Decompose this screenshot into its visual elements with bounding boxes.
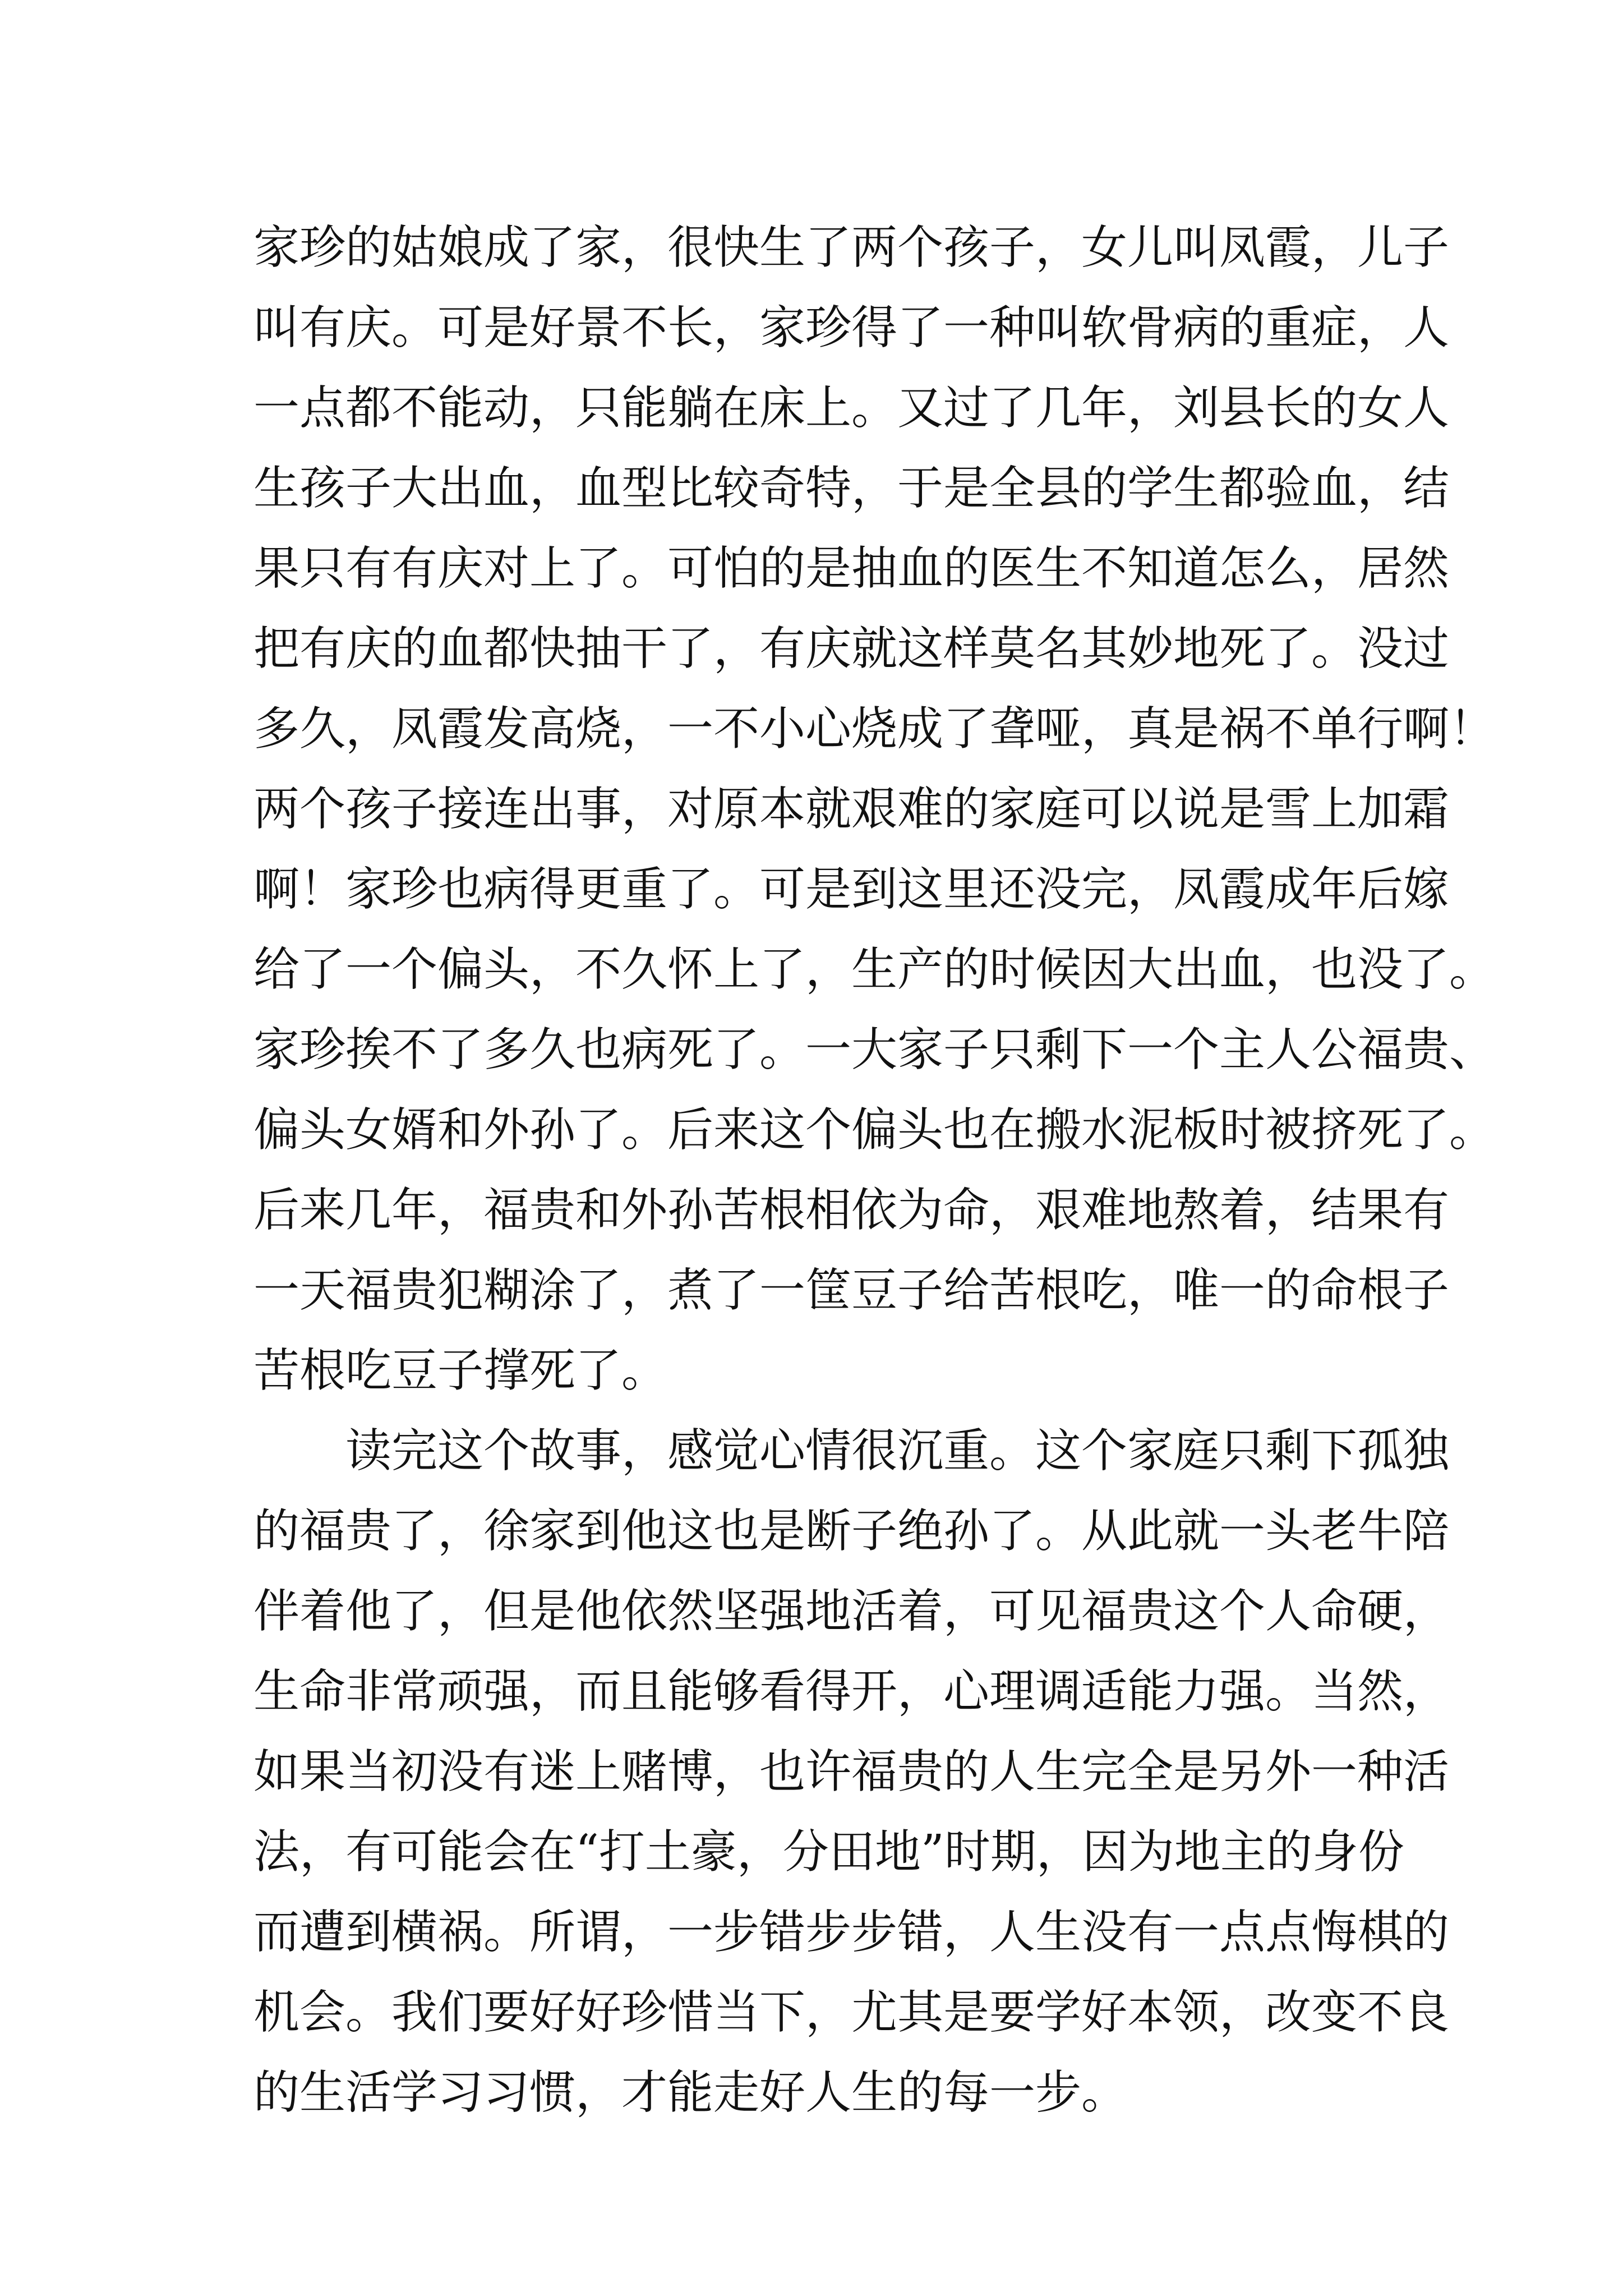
text-line: 两个孩子接连出事，对原本就艰难的家庭可以说是雪上加霜 (253, 783, 1450, 836)
text-line: 如果当初没有迷上赌博，也许福贵的人生完全是另外一种活 (253, 1745, 1450, 1798)
text-line: 生命非常顽强，而且能够看得开，心理调适能力强。当然， (253, 1665, 1450, 1718)
document-body (253, 208, 1496, 2133)
text-line: 生孩子大出血，血型比较奇特，于是全县的学生都验血，结 (253, 462, 1450, 515)
text-line: 一天福贵犯糊涂了，煮了一筐豆子给苦根吃，唯一的命根子 (253, 1264, 1450, 1317)
text-line: 家珍的姑娘成了家，很快生了两个孩子，女儿叫凤霞，儿子 (253, 221, 1450, 274)
text-line: 给了一个偏头，不久怀上了，生产的时候因大出血，也没了。 (253, 943, 1496, 996)
text-line: 偏头女婿和外孙了。后来这个偏头也在搬水泥板时被挤死了。 (253, 1103, 1496, 1157)
text-line: 读完这个故事，感觉心情很沉重。这个家庭只剩下孤独 (345, 1424, 1450, 1478)
text-line: 机会。我们要好好珍惜当下，尤其是要学好本领，改变不良 (253, 1986, 1450, 2039)
text-line: 把有庆的血都快抽干了，有庆就这样莫名其妙地死了。没过 (253, 622, 1450, 675)
text-line: 一点都不能动，只能躺在床上。又过了几年，刘县长的女人 (253, 381, 1450, 435)
text-line: 果只有有庆对上了。可怕的是抽血的医生不知道怎么，居然 (253, 542, 1450, 595)
text-line: 多久，凤霞发高烧，一不小心烧成了聋哑，真是祸不单行啊！ (253, 702, 1496, 756)
text-line: 啊！家珍也病得更重了。可是到这里还没完，凤霞成年后嫁 (253, 863, 1450, 916)
text-line: 伴着他了，但是他依然坚强地活着，可见福贵这个人命硬， (253, 1585, 1450, 1638)
paragraph-1 (253, 208, 1496, 1411)
text-line: 叫有庆。可是好景不长，家珍得了一种叫软骨病的重症，人 (253, 301, 1450, 355)
text-line: 的福贵了，徐家到他这也是断子绝孙了。从此就一头老牛陪 (253, 1504, 1450, 1558)
text-line: 家珍挨不了多久也病死了。一大家子只剩下一个主人公福贵、 (253, 1023, 1496, 1076)
text-line: 法，有可能会在“打土豪，分田地”时期，因为地主的身份 (253, 1825, 1404, 1879)
text-line: 后来几年，福贵和外孙苦根相依为命，艰难地熬着，结果有 (253, 1184, 1450, 1237)
paragraph-2 (253, 1411, 1450, 2133)
text-line: 而遭到横祸。所谓，一步错步步错，人生没有一点点悔棋的 (253, 1906, 1450, 1959)
text-line: 的生活学习习惯，才能走好人生的每一步。 (253, 2066, 1128, 2119)
text-line: 苦根吃豆子撑死了。 (253, 1344, 668, 1397)
